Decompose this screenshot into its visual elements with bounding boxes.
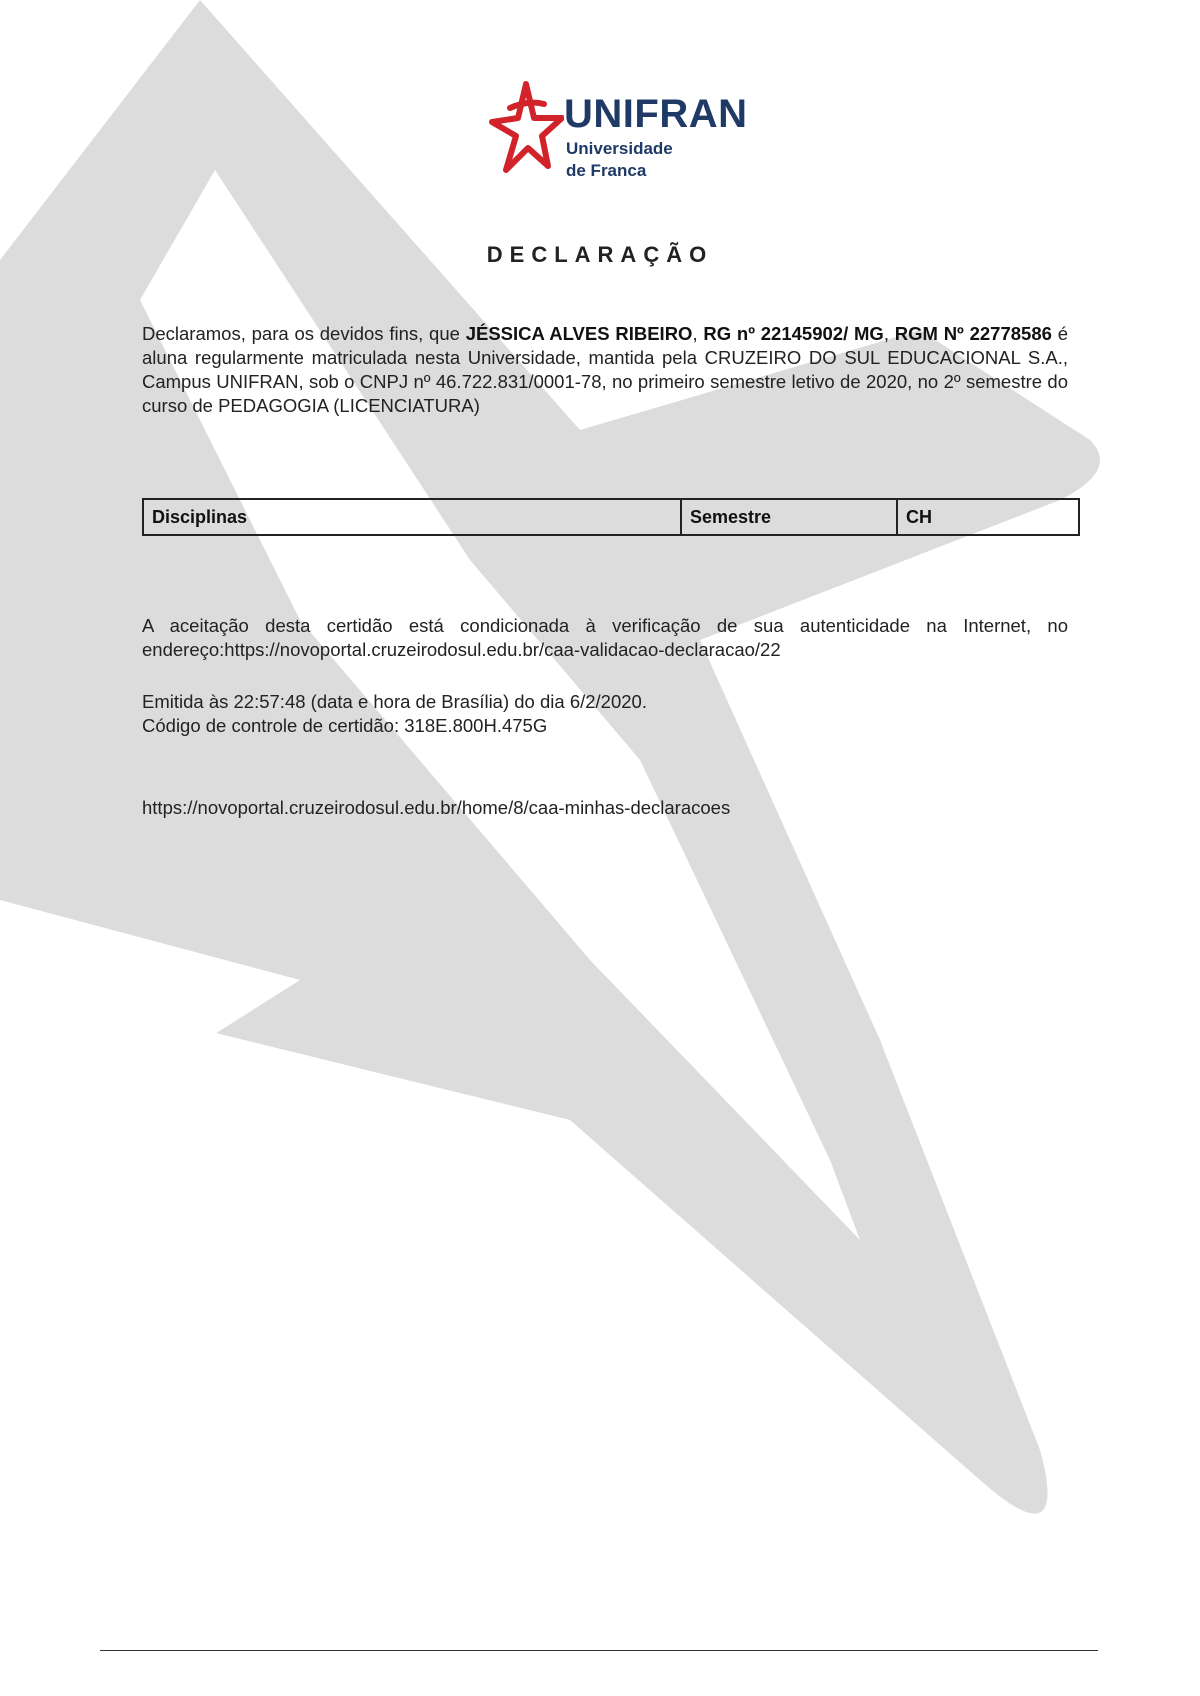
logo-subtitle-line1: Universidade bbox=[566, 139, 673, 158]
student-name: JÉSSICA ALVES RIBEIRO bbox=[465, 323, 693, 344]
rgm-number: RGM Nº 22778586 bbox=[894, 323, 1052, 344]
logo-subtitle-line2: de Franca bbox=[566, 161, 647, 180]
star-icon bbox=[488, 78, 564, 178]
document-title: DECLARAÇÃO bbox=[486, 242, 714, 267]
header-ch: CH bbox=[897, 499, 1079, 535]
paragraph-text: Declaramos, para os devidos fins, que bbox=[142, 323, 466, 344]
declaration-paragraph bbox=[142, 322, 1068, 418]
paragraph-text: , bbox=[883, 323, 895, 344]
acceptance-text: A aceitação desta certidão está condicionada à verificação de sua autenticidade na Internet, no endereço:https://novoportal.cruzeirodosul.edu.br/caa-validacao-declaracao/22 bbox=[142, 615, 1068, 660]
rg-number: RG nº 22145902/ MG bbox=[703, 323, 884, 344]
logo-brand: UNIFRAN bbox=[564, 92, 748, 136]
header-semestre: Semestre bbox=[681, 499, 897, 535]
portal-url: https://novoportal.cruzeirodosul.edu.br/home/8/caa-minhas-declaracoes bbox=[142, 797, 731, 818]
emission-text: Emitida às 22:57:48 (data e hora de Brasília) do dia 6/2/2020. bbox=[142, 691, 647, 712]
disciplines-table bbox=[142, 498, 1080, 536]
table-header-row bbox=[143, 499, 1079, 535]
control-code: Código de controle de certidão: 318E.800H.475G bbox=[142, 715, 548, 736]
paragraph-text: é aluna regularmente matriculada nesta Universidade, mantida pela CRUZEIRO DO SUL EDUCACIONAL S.A., Campus UNIFRAN, sob o CNPJ nº 46.722.831/0001-78, no primeiro semestre letivo de 2020, no 2º semestre do curso de PEDAGOGIA (LICENCIATURA) bbox=[142, 323, 1068, 416]
header-disciplinas: Disciplinas bbox=[143, 499, 681, 535]
paragraph-text: , bbox=[692, 323, 704, 344]
unifran-logo bbox=[488, 78, 748, 188]
footer-divider bbox=[100, 1650, 1098, 1651]
